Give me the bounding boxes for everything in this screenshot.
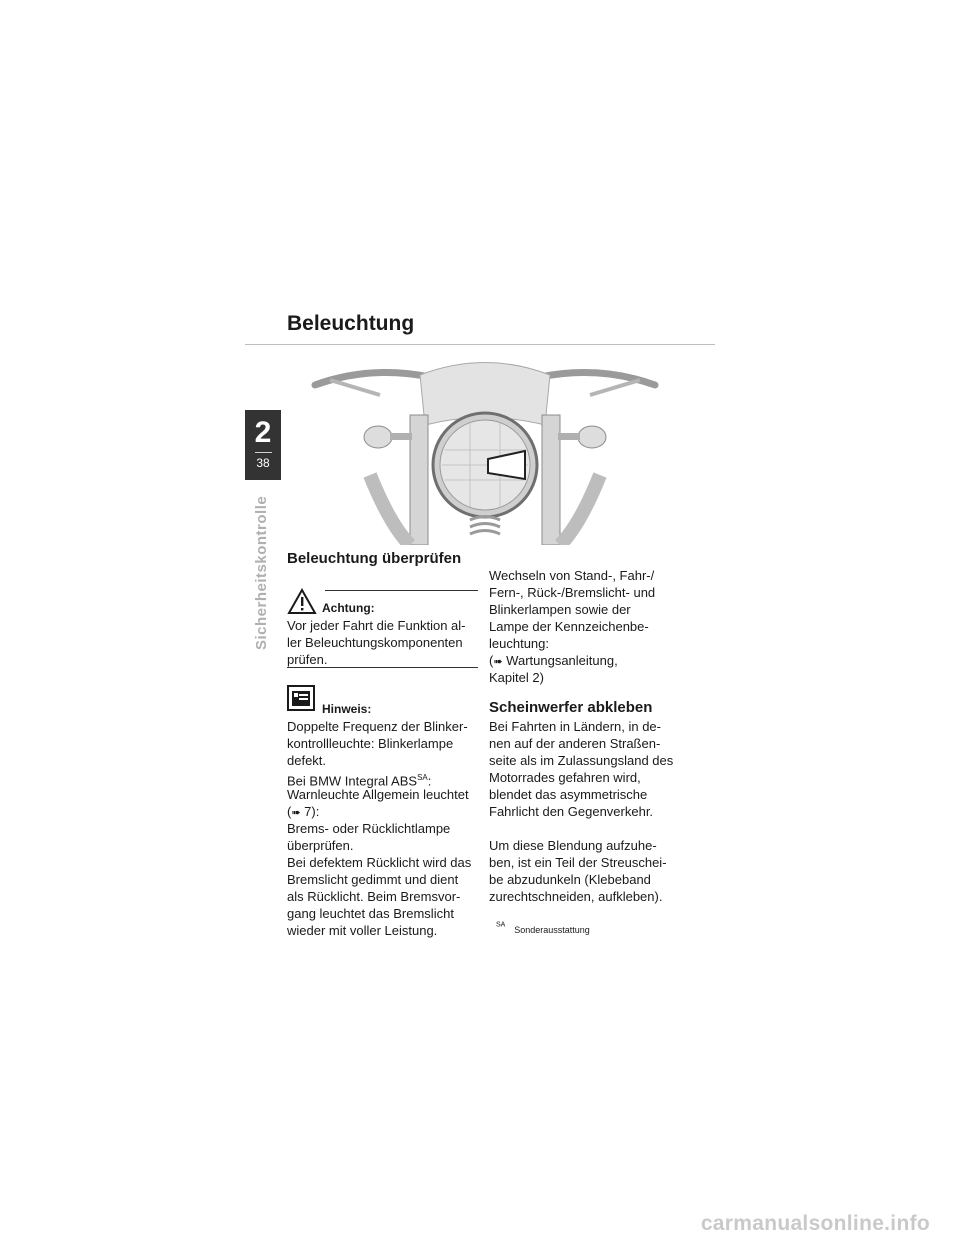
caution-line: Vor jeder Fahrt die Funktion al-: [287, 618, 466, 633]
title-divider: [245, 344, 715, 345]
footnote: [496, 920, 590, 938]
headlight-illustration: [310, 355, 660, 545]
note-line: Bremslicht gedimmt und dient: [287, 872, 459, 887]
note-line: kontrollleuchte: Blinkerlampe: [287, 736, 454, 751]
masking-line: seite als im Zulassungsland des: [489, 753, 674, 768]
masking-line: ben, ist ein Teil der Streuschei-: [489, 855, 667, 870]
note-line: als Rücklicht. Beim Bremsvor-: [287, 889, 461, 904]
ref-text: Wartungsanleitung,: [502, 653, 618, 668]
section-heading-check-lighting: Beleuchtung überprüfen: [287, 550, 462, 567]
note-line: defekt.: [287, 753, 327, 768]
caution-label: Achtung:: [322, 601, 375, 615]
reference-arrow-icon: ➠: [291, 807, 301, 819]
caution-bottom-rule: [287, 667, 478, 668]
note-label: Hinweis:: [322, 702, 372, 716]
note-line: überprüfen.: [287, 838, 354, 853]
page-title: Beleuchtung: [287, 312, 415, 335]
masking-line: blendet das asymmetrische: [489, 787, 648, 802]
masking-line: be abzudunkeln (Klebeband: [489, 872, 651, 887]
chapter-divider: [255, 452, 272, 453]
warning-triangle-icon: [287, 588, 317, 615]
caution-top-rule: [325, 590, 478, 591]
note-ref-line: (➠ 7):: [287, 804, 320, 819]
note-line: Warnleuchte Allgemein leuchtet: [287, 787, 469, 802]
maintenance-ref-line2: Kapitel 2): [489, 670, 544, 685]
masking-line: Motorrades gefahren wird,: [489, 770, 641, 785]
note-line: Doppelte Frequenz der Blinker-: [287, 719, 468, 734]
lamp-change-line: Lampe der Kennzeichenbe-: [489, 619, 649, 634]
note-hand-icon: [287, 685, 315, 711]
caution-line: prüfen.: [287, 652, 328, 667]
masking-line: Um diese Blendung aufzuhe-: [489, 838, 657, 853]
page-number: 38: [256, 456, 270, 470]
section-side-label: Sicherheitskontrolle: [253, 495, 270, 650]
footnote-text: Sonderausstattung: [514, 925, 590, 935]
maintenance-ref-line: (➠ Wartungsanleitung,: [489, 653, 618, 668]
reference-arrow-icon: ➠: [493, 656, 503, 668]
abs-sup: SA: [417, 773, 428, 782]
lamp-change-line: Wechseln von Stand-, Fahr-/: [489, 568, 655, 583]
watermark: carmanualsonline.info: [700, 1212, 930, 1235]
lamp-change-line: Blinkerlampen sowie der: [489, 602, 631, 617]
caution-line: ler Beleuchtungskomponenten: [287, 635, 463, 650]
masking-line: Bei Fahrten in Ländern, in de-: [489, 719, 661, 734]
chapter-number: 2: [254, 416, 272, 449]
ref-text: 7):: [300, 804, 320, 819]
note-line: Brems- oder Rücklichtlampe: [287, 821, 451, 836]
lamp-change-line: Fern-, Rück-/Bremslicht- und: [489, 585, 656, 600]
footnote-sup: SA: [496, 921, 506, 929]
note-line: wieder mit voller Leistung.: [287, 923, 438, 938]
abs-text: Bei BMW Integral ABS: [287, 773, 418, 789]
lamp-change-line: leuchtung:: [489, 636, 549, 651]
masking-line: nen auf der anderen Straßen-: [489, 736, 661, 751]
note-line: gang leuchtet das Bremslicht: [287, 906, 454, 921]
masking-line: Fahrlicht den Gegenverkehr.: [489, 804, 654, 819]
section-heading-headlight-masking: Scheinwerfer abkleben: [489, 699, 653, 716]
masking-line: zurechtschneiden, aufkleben).: [489, 889, 663, 904]
note-line: Bei defektem Rücklicht wird das: [287, 855, 472, 870]
abs-colon: :: [427, 773, 432, 789]
